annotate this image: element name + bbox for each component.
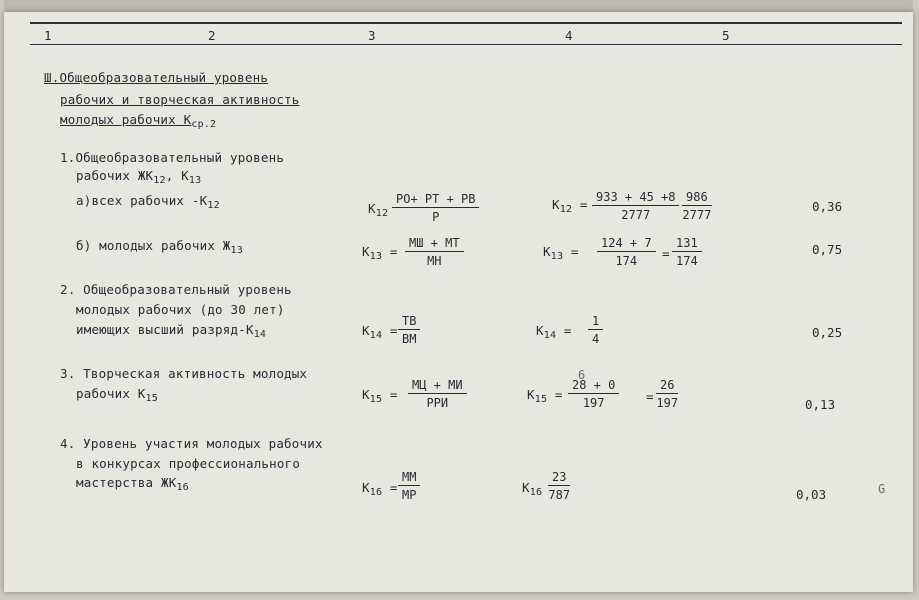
item3-line1: 3. Творческая активность молодых: [60, 366, 308, 381]
item1b-formula-fraction: МШ + МТ МН: [405, 236, 464, 268]
item3-correction-digit: 6: [578, 368, 586, 382]
margin-pencil-mark: G: [878, 482, 886, 496]
item2-calc-lhs: $К_{14}$ =: [536, 323, 572, 341]
item1b-calc-fraction: $\frac{124 + 7}{174}$: [597, 236, 656, 268]
item1a-calc-lhs: $К_{12}$ =: [552, 197, 588, 215]
item1b-formula-lhs: $К_{13}$ =: [362, 244, 398, 262]
item1-sub-b-label: б) молодых рабочих $Ж_{13}$: [76, 238, 243, 256]
item1-line2: рабочих $ЖК_{12}$, $К_{13}$: [76, 168, 202, 186]
column-header-1: 1: [44, 28, 52, 43]
item1b-calc-fraction2: $\frac{131}{174}$: [672, 236, 702, 268]
item2-calc-fraction: $\frac{1}{4}$: [588, 314, 603, 346]
item1-sub-a-label: а)всех рабочих $-К_{12}$: [76, 193, 220, 211]
column-header-4: 4: [565, 28, 573, 43]
header-rule-top: [30, 22, 902, 24]
item3-calc-fraction2: $\frac{26}{197}$: [656, 378, 679, 410]
section-title-line2: рабочих и творческая активность: [60, 92, 300, 107]
section-title-line1: Ш.Общеобразовательный уровень: [44, 70, 269, 85]
item4-calc-lhs: $К_{16}$: [522, 480, 543, 498]
item3-formula-fraction: МЦ + МИ РРИ: [408, 378, 467, 410]
item1a-formula-fraction: РО+ РТ + РВ Р: [392, 192, 479, 224]
item4-value: 0,03: [796, 487, 827, 502]
item1a-calc-fraction2: $\frac{986}{2777}$: [682, 190, 712, 222]
column-header-3: 3: [368, 28, 376, 43]
column-header-5: 5: [722, 28, 730, 43]
item2-line2: молодых рабочих (до 30 лет): [76, 302, 285, 317]
item1b-calc-eq2: =: [662, 246, 670, 261]
item4-formula-lhs: $К_{16}$ =: [362, 480, 398, 498]
scan-top-edge: [4, 0, 913, 12]
item3-formula-lhs: $К_{15}$ =: [362, 387, 398, 405]
item1a-calc-fraction: $\frac{933 + 45 +8}{2777}$: [592, 190, 679, 222]
item2-line3: имеющих высший разряд-$К_{14}$: [76, 322, 267, 340]
item4-formula-fraction: ММ МР: [398, 470, 420, 502]
item4-line3: мастерства $ЖК_{16}$: [76, 475, 189, 493]
item1b-calc-lhs: $К_{13}$ =: [543, 244, 579, 262]
item3-calc-eq2: =: [646, 389, 654, 404]
item3-line2: рабочих $К_{15}$: [76, 386, 158, 404]
item4-line2: в конкурсах профессионального: [76, 456, 301, 471]
item4-line1: 4. Уровень участия молодых рабочих: [60, 436, 323, 451]
item3-value: 0,13: [805, 397, 836, 412]
item1-line1: 1.Общеобразовательный уровень: [60, 150, 285, 165]
item2-formula-lhs: $К_{14}$ =: [362, 323, 398, 341]
section-title-line3: молодых рабочих $К_{ср.2}$: [60, 112, 217, 130]
item1a-value: 0,36: [812, 199, 843, 214]
item1a-formula-lhs: $К_{12}$: [368, 201, 389, 219]
item4-calc-fraction: $\frac{23}{787}$: [548, 470, 571, 502]
column-header-2: 2: [208, 28, 216, 43]
item2-formula-fraction: ТВ ВМ: [398, 314, 420, 346]
header-rule-bottom: [30, 44, 902, 45]
item2-value: 0,25: [812, 325, 843, 340]
item3-calc-lhs: $К_{15}$ =: [527, 387, 563, 405]
item3-calc-fraction: $\frac{28 + 0}{197}$: [568, 378, 619, 410]
item1b-value: 0,75: [812, 242, 843, 257]
item2-line1: 2. Общеобразовательный уровень: [60, 282, 292, 297]
